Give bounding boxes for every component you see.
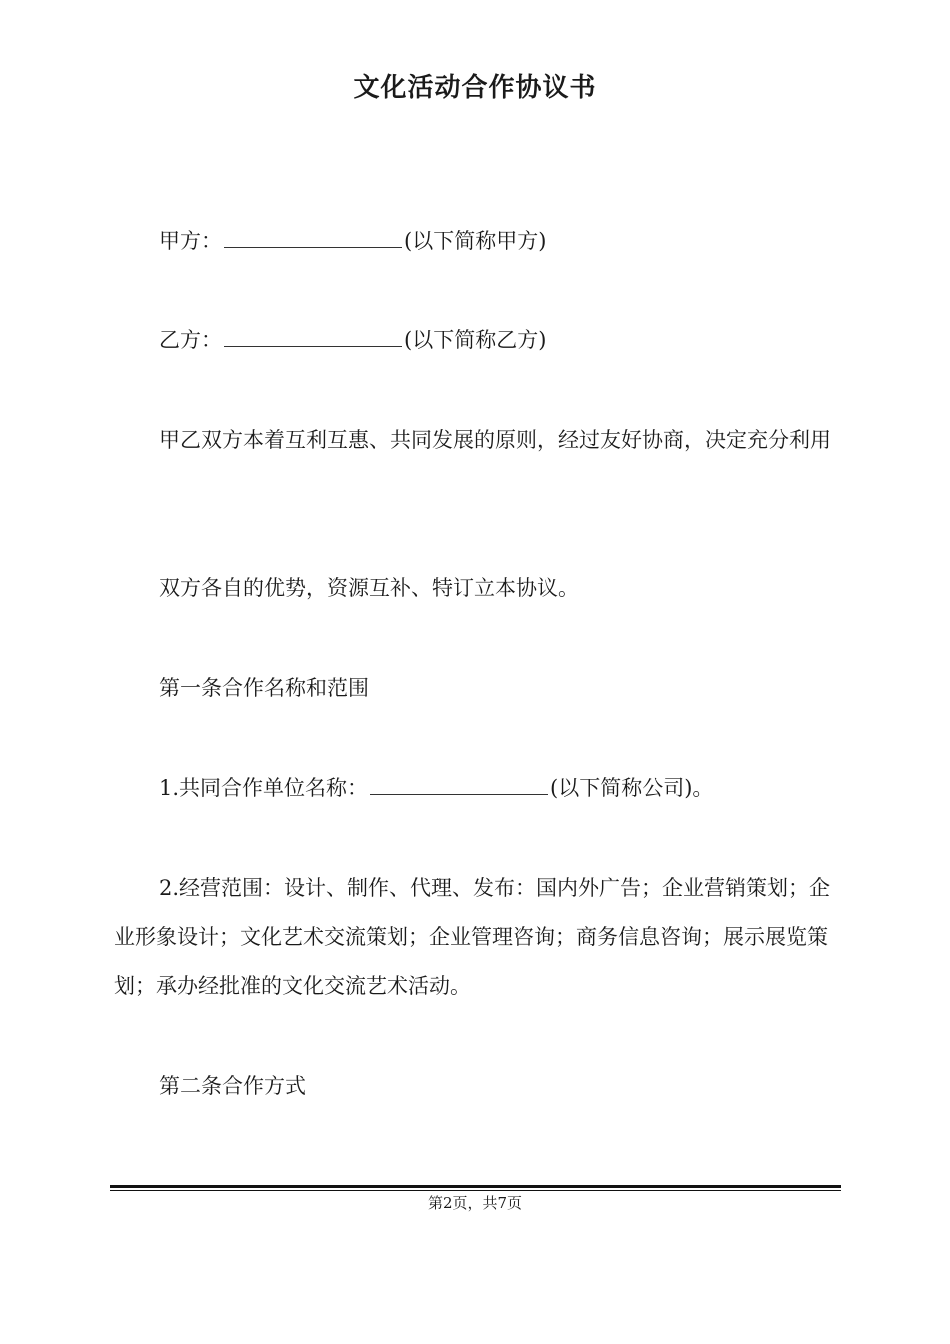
footer-rule-thin [110,1190,841,1191]
party-b-suffix: (以下简称乙方) [404,328,547,352]
article-2-heading: 第二条合作方式 [159,1074,306,1098]
intro-paragraph: 甲乙双方本着互利互惠、共同发展的原则，经过友好协商，决定充分利用 [159,428,831,452]
party-a-suffix: (以下简称甲方) [404,229,547,253]
party-b-line [114,316,844,365]
party-b-blank [224,326,402,347]
item-1-prefix: 1.共同合作单位名称： [159,776,369,800]
item-1-line [114,764,844,813]
party-a-line [114,217,844,266]
article-1-heading: 第一条合作名称和范围 [159,676,369,700]
party-a-blank [224,227,402,248]
party-b-label: 乙方： [159,328,222,352]
item-1-suffix: (以下简称公司)。 [550,776,714,800]
party-a-label: 甲方： [159,229,222,253]
item-1-blank [370,774,548,795]
page-title: 文化活动合作协议书 [353,73,597,103]
intro-continuation: 双方各自的优势，资源互补、特订立本协议。 [159,576,579,600]
footer-rule-thick [110,1185,841,1188]
page-number: 第2页，共7页 [427,1194,523,1212]
item-2-paragraph: 2.经营范围：设计、制作、代理、发布：国内外广告；企业营销策划；企业形象设计；文化艺术交流策划；企业管理咨询；商务信息咨询；展示展览策划；承办经批准的文化交流艺术活动。 [114,876,831,998]
